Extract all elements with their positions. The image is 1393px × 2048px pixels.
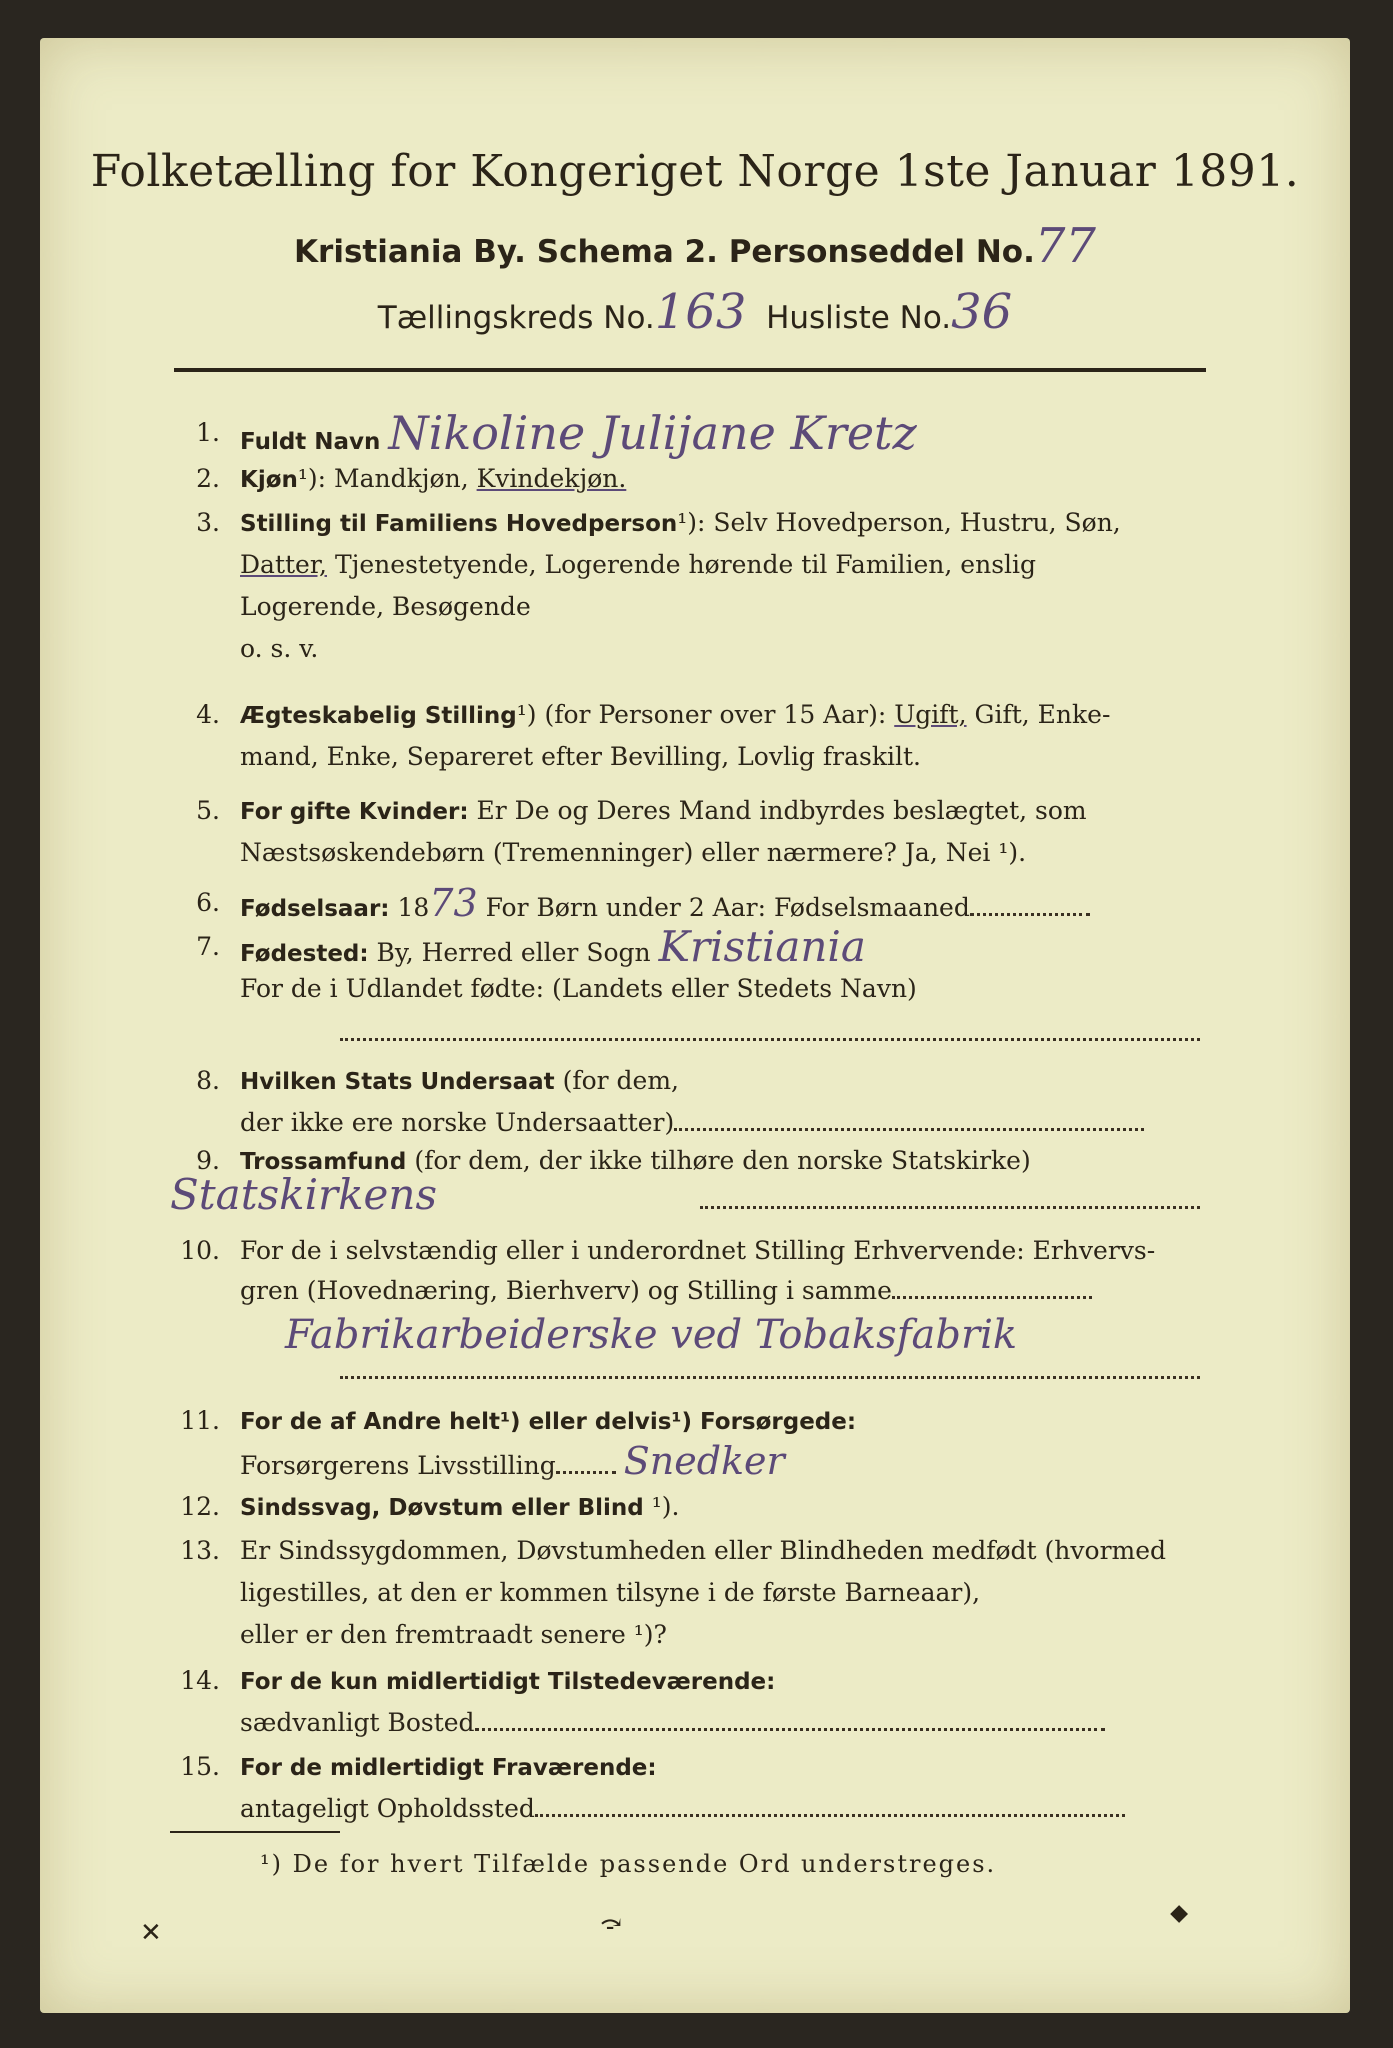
dotted-line: [700, 1206, 1200, 1209]
field-number: 8.: [196, 1066, 220, 1095]
field-label: For de i selvstændig eller i underordnet Stilling Erhvervende:: [240, 1236, 1025, 1265]
field-number: 14.: [180, 1666, 220, 1695]
field-text: der ikke ere norske Undersaatter): [240, 1108, 675, 1137]
field-label: Ægteskabelig Stilling: [240, 703, 517, 729]
field-number: 10.: [180, 1236, 220, 1265]
husliste-label: Husliste No.: [766, 300, 952, 336]
dotted-line: [535, 1814, 1125, 1817]
field-text: Er De og Deres Mand indbyrdes beslægtet, som: [468, 796, 1087, 825]
field-text: o. s. v.: [240, 634, 319, 663]
field-text: (for dem, der ikke tilhøre den norske Statskirke): [406, 1146, 1031, 1175]
field-text: ligestilles, at den er kommen tilsyne i de første Barneaar),: [240, 1578, 981, 1607]
header-line-3: [40, 284, 1350, 340]
field-label: For de midlertidigt Fraværende:: [240, 1755, 657, 1781]
census-form: [40, 38, 1350, 2013]
field-text: ¹).: [643, 1492, 680, 1521]
ink-mark: ✕: [140, 1918, 162, 1948]
field-label: Kjøn: [240, 467, 298, 493]
field-text: sædvanligt Bosted: [240, 1708, 475, 1737]
field-number: 7.: [196, 932, 220, 961]
field-text: ¹) (for Personer over 15 Aar):: [516, 700, 895, 729]
selected-option: Datter,: [240, 550, 327, 579]
name-answer: Nikoline Julijane Kretz: [388, 406, 917, 460]
dotted-line: [475, 1728, 1105, 1731]
field-label: Fuldt Navn: [240, 429, 381, 455]
birth-year-answer: 73: [429, 881, 478, 925]
dotted-line: [556, 1471, 616, 1474]
field-label: Hvilken Stats Undersaat: [240, 1069, 555, 1095]
footnote-divider: [170, 1831, 340, 1833]
field-text: Logerende, Besøgende: [240, 592, 531, 621]
dotted-line: [892, 1296, 1092, 1299]
field-text: For de i Udlandet fødte: (Landets eller Stedets Navn): [240, 974, 917, 1003]
field-text: ¹): Selv Hovedperson, Hustru, Søn,: [677, 508, 1121, 537]
field-text: By, Herred eller Sogn: [368, 938, 651, 967]
field-label: Stilling til Familiens Hovedperson: [240, 511, 678, 537]
field-text: eller er den fremtraadt senere ¹)?: [240, 1620, 667, 1649]
kreds-label: Tællingskreds No.: [377, 300, 655, 336]
field-label: Sindssvag, Døvstum eller Blind: [240, 1495, 644, 1521]
ink-mark: ⬥: [1170, 1898, 1189, 1928]
field-text: gren (Hovednæring, Bierhverv) og Stilling i samme: [240, 1276, 892, 1305]
field-text: 18: [389, 893, 430, 922]
footnote: ¹) De for hvert Tilfælde passende Ord understreges.: [260, 1850, 997, 1878]
field-text: Tjenestetyende, Logerende hørende til Familien, enslig: [327, 550, 1037, 579]
field-number: 4.: [196, 700, 220, 729]
selected-option: Ugift,: [894, 700, 967, 729]
field-number: 1.: [196, 418, 220, 447]
field-text: (for dem,: [554, 1066, 679, 1095]
form-title: Folketælling for Kongeriget Norge 1ste Januar 1891.: [90, 146, 1300, 197]
field-text: Næstsøskendebørn (Tremenninger) eller nærmere? Ja, Nei ¹).: [240, 838, 1027, 867]
field-number: 13.: [180, 1536, 220, 1565]
field-text: For Børn under 2 Aar: Fødselsmaaned: [477, 893, 970, 922]
kreds-number: 163: [654, 284, 747, 340]
field-label: Fødselsaar:: [240, 896, 390, 922]
personseddel-number: 77: [1034, 218, 1096, 274]
dotted-line: [340, 1038, 1200, 1041]
field-text: antageligt Opholdssted: [240, 1794, 535, 1823]
field-text: Erhvervs-: [1024, 1236, 1156, 1265]
provider-answer: Snedker: [623, 1439, 785, 1483]
field-number: 3.: [196, 508, 220, 537]
field-number: 5.: [196, 796, 220, 825]
field-number: 6.: [196, 888, 220, 917]
birthplace-answer: Kristiania: [658, 922, 866, 971]
field-label: For gifte Kvinder:: [240, 799, 469, 825]
header-line-2: [40, 218, 1350, 274]
selected-option: Kvindekjøn.: [476, 464, 627, 493]
religion-answer: Statskirkens: [170, 1170, 437, 1219]
field-label: Fødested:: [240, 941, 369, 967]
field-text: Gift, Enke-: [966, 700, 1111, 729]
dotted-line: [674, 1128, 1144, 1131]
field-text: (hvormed: [1036, 1536, 1167, 1565]
schema-label: Kristiania By. Schema 2. Personseddel No.: [294, 234, 1035, 270]
field-label: Trossamfund: [240, 1149, 407, 1175]
field-text: mand, Enke, Separeret efter Bevilling, Lovlig fraskilt.: [240, 742, 921, 771]
field-text: ¹): Mandkjøn,: [297, 464, 477, 493]
field-number: 15.: [180, 1752, 220, 1781]
field-number: 9.: [196, 1146, 220, 1175]
husliste-number: 36: [951, 284, 1013, 340]
field-number: 11.: [180, 1406, 220, 1435]
dotted-line: [970, 913, 1090, 916]
dotted-line: [340, 1376, 1200, 1379]
header-divider: [174, 368, 1206, 372]
ink-mark: ⤼: [600, 1908, 622, 1938]
field-text: Forsørgerens Livsstilling: [240, 1451, 556, 1480]
field-label: Er Sindssygdommen, Døvstumheden eller Blindheden medfødt: [240, 1536, 1037, 1565]
field-label: For de kun midlertidigt Tilstedeværende:: [240, 1669, 776, 1695]
field-label: For de af Andre helt¹) eller delvis¹) Forsørgede:: [240, 1409, 857, 1435]
occupation-answer: Fabrikarbeiderske ved Tobaksfabrik: [285, 1312, 1018, 1358]
field-number: 2.: [196, 464, 220, 493]
field-number: 12.: [180, 1492, 220, 1521]
